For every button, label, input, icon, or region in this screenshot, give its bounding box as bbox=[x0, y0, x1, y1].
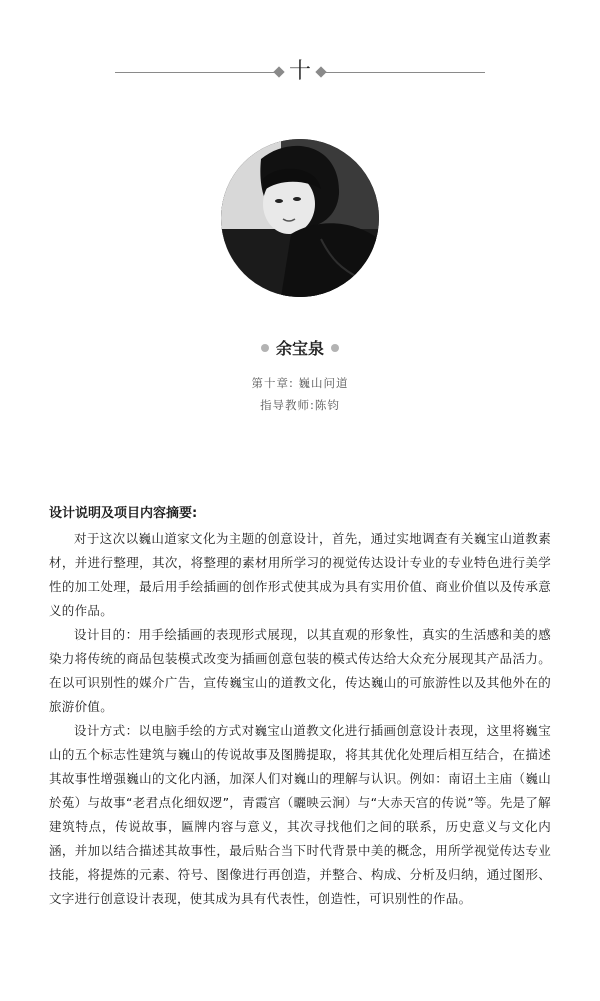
author-name-row bbox=[0, 336, 600, 358]
paragraph-purpose: 设计目的：用手绘插画的表现形式展现，以其直观的形象性，真实的生活感和美的感染力将传统的商品包装模式改变为插画创意包装的模式传达给大众充分展现其产品活力。在以可识别性的媒介广告，宣传巍宝山的道教文化，传达巍山的可旅游性以及其他外在的旅游价值。 bbox=[49, 627, 551, 714]
name-dot-right bbox=[331, 344, 339, 352]
chapter-header bbox=[0, 58, 600, 86]
author-portrait bbox=[221, 139, 379, 297]
name-dot-left bbox=[261, 344, 269, 352]
portrait-illustration bbox=[221, 139, 379, 297]
chapter-title: 第十章: 巍山问道 bbox=[251, 376, 349, 390]
chapter-number: 十 bbox=[288, 59, 311, 84]
paragraph-intro: 对于这次以巍山道家文化为主题的创意设计，首先，通过实地调查有关巍宝山道教素材，并进行整理，其次，将整理的素材用所学习的视觉传达设计专业的专业特色进行美学性的加工处理，最后用手绘插画的创作形式使其成为具有实用价值、商业价值以及传承意义的作品。 bbox=[49, 531, 551, 618]
author-name: 余宝泉 bbox=[275, 339, 324, 358]
project-summary bbox=[49, 503, 551, 911]
divider-left bbox=[115, 72, 275, 73]
divider-right bbox=[325, 72, 485, 73]
diamond-ornament-left bbox=[273, 66, 284, 77]
advisor-line: 指导教师:陈钧 bbox=[260, 398, 340, 412]
paragraph-method: 设计方式：以电脑手绘的方式对巍宝山道教文化进行插画创意设计表现，这里将巍宝山的五个标志性建筑与巍山的传说故事及图腾提取，将其其优化处理后相互结合，在描述其故事性增强巍山的文化内涵，加深人们对巍山的理解与认识。例如：南诏土主庙（巍山於菟）与故事“老君点化细奴逻”，青霞宫（曬映云涧）与“大赤天宫的传说”等。先是了解建筑特点，传说故事，匾牌内容与意义，其次寻找他们之间的联系，历史意义与文化内涵，并加以结合描述其故事性，最后贴合当下时代背景中美的概念，用所学视觉传达专业技能，将提炼的元素、符号、图像进行再创造，并整合、构成、分析及归纳，通过图形、文字进行创意设计表现，使其成为具有代表性，创造性，可识别性的作品。 bbox=[49, 723, 551, 906]
section-heading: 设计说明及项目内容摘要: bbox=[49, 506, 198, 521]
